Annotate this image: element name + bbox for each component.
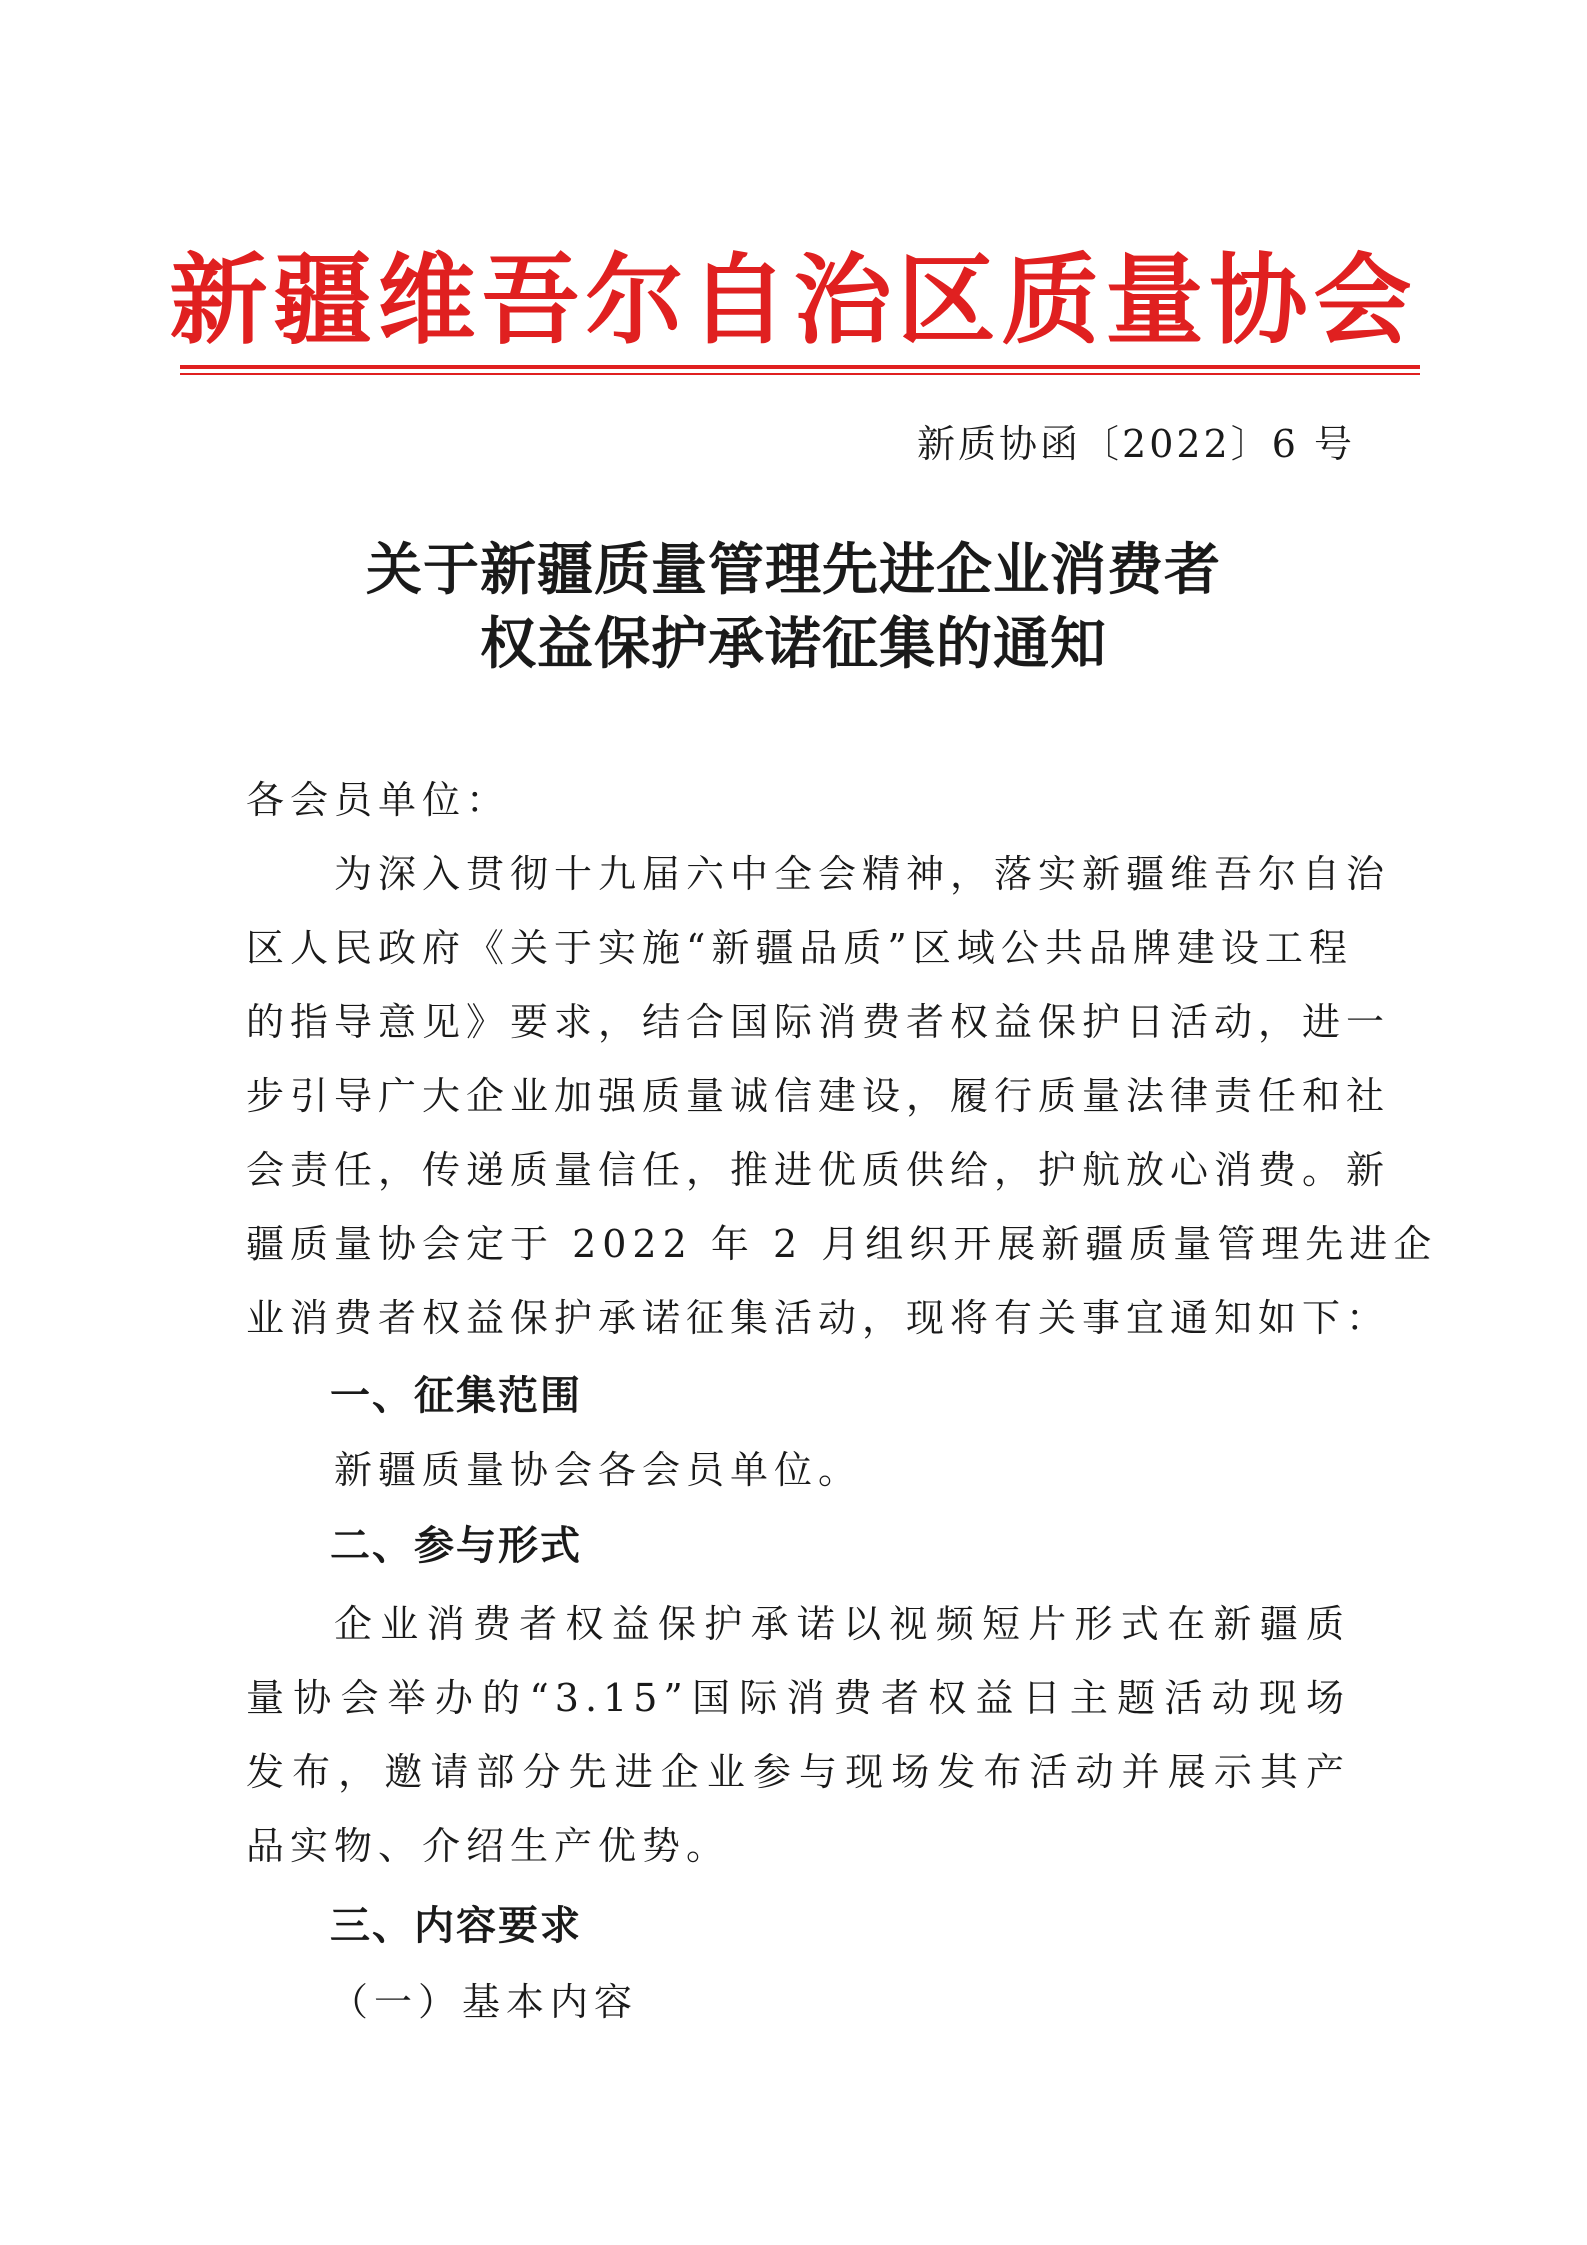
document-number: 新质协函〔2022〕6 号 bbox=[917, 422, 1355, 466]
subsection-heading: （一）基本内容 bbox=[330, 1980, 639, 2024]
section-heading-requirements: 三、内容要求 bbox=[330, 1903, 582, 1949]
issuing-organization-header: 新疆维吾尔自治区质量协会 bbox=[169, 244, 1418, 358]
header-red-rule bbox=[180, 365, 1420, 369]
intro-paragraph-line: 会责任，传递质量信任，推进优质供给，护航放心消费。新 bbox=[246, 1148, 1391, 1192]
salutation: 各会员单位： bbox=[246, 778, 511, 822]
section-body-line: 企业消费者权益保护承诺以视频短片形式在新疆质 bbox=[334, 1602, 1350, 1646]
intro-paragraph-line: 的指导意见》要求，结合国际消费者权益保护日活动，进一 bbox=[246, 1000, 1391, 1044]
document-title-line-1: 关于新疆质量管理先进企业消费者 bbox=[366, 537, 1221, 603]
intro-paragraph-line: 业消费者权益保护承诺征集活动，现将有关事宜通知如下： bbox=[246, 1296, 1391, 1340]
header-red-rule-thin bbox=[180, 373, 1420, 375]
document-title-line-2: 权益保护承诺征集的通知 bbox=[480, 611, 1107, 677]
intro-paragraph-line: 疆质量协会定于 2022 年 2 月组织开展新疆质量管理先进企 bbox=[246, 1222, 1438, 1266]
section-body-line: 品实物、介绍生产优势。 bbox=[246, 1824, 731, 1868]
section-heading-scope: 一、征集范围 bbox=[330, 1373, 582, 1419]
intro-paragraph-line: 为深入贯彻十九届六中全会精神，落实新疆维吾尔自治 bbox=[334, 852, 1391, 896]
intro-paragraph-line: 区人民政府《关于实施“新疆品质”区域公共品牌建设工程 bbox=[246, 926, 1353, 970]
intro-paragraph-line: 步引导广大企业加强质量诚信建设，履行质量法律责任和社 bbox=[246, 1074, 1391, 1118]
section-body-line: 量协会举办的“3.15”国际消费者权益日主题活动现场 bbox=[246, 1676, 1350, 1720]
section-body-line: 新疆质量协会各会员单位。 bbox=[334, 1448, 863, 1492]
section-heading-participation: 二、参与形式 bbox=[330, 1523, 582, 1569]
section-body-line: 发布，邀请部分先进企业参与现场发布活动并展示其产 bbox=[246, 1750, 1350, 1794]
